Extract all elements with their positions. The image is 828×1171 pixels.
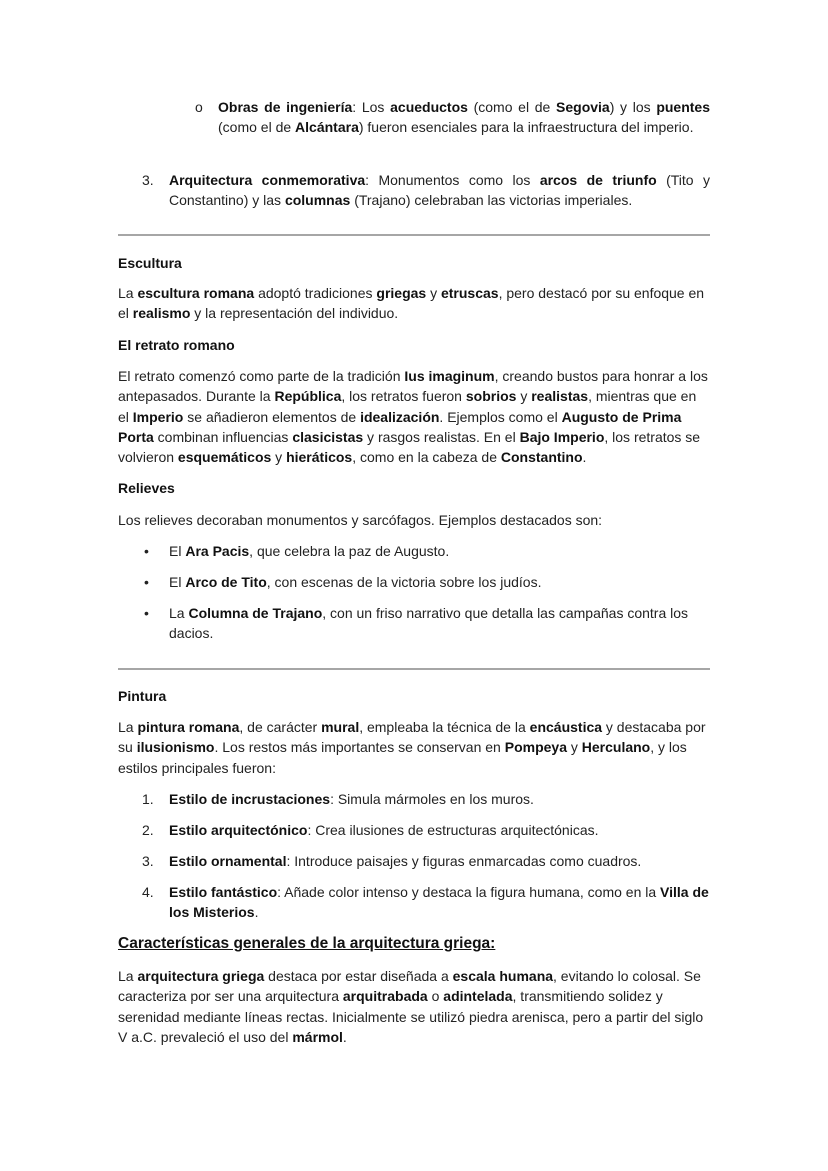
text: (como el de bbox=[218, 119, 296, 136]
bold-text: Segovia bbox=[556, 99, 610, 115]
text: , que celebra la paz de Augusto. bbox=[249, 543, 450, 559]
bold-text: Augusto de Prima Porta bbox=[118, 408, 682, 445]
bold-text: Ara Pacis bbox=[185, 543, 250, 559]
text: : Introduce paisajes y figuras enmarcadas como cuadros. bbox=[286, 853, 642, 869]
list-item bbox=[118, 572, 710, 592]
text: y bbox=[271, 449, 287, 466]
divider bbox=[118, 234, 710, 236]
text: , mientras que en el bbox=[118, 388, 697, 425]
text: y rasgos realistas. En el bbox=[363, 428, 520, 445]
bold-text: realismo bbox=[132, 305, 191, 322]
text: combinan influencias bbox=[153, 428, 293, 445]
bold-text: hieráticos bbox=[286, 449, 353, 466]
text: y la representación del individuo. bbox=[190, 305, 399, 322]
bold-text: etruscas bbox=[440, 285, 499, 301]
paragraph bbox=[118, 366, 710, 467]
bold-text: Villa de los Misterios bbox=[169, 884, 709, 921]
subsection-heading bbox=[118, 934, 710, 954]
text: , como en la cabeza de bbox=[352, 449, 501, 466]
text: , los retratos fueron bbox=[341, 388, 466, 405]
bold-text: escultura romana bbox=[137, 285, 255, 301]
bold-text: arquitectura griega bbox=[137, 968, 265, 984]
list-item bbox=[118, 820, 710, 840]
bold-text: Imperio bbox=[132, 408, 184, 425]
text: (como el de bbox=[467, 99, 557, 115]
list-item bbox=[118, 789, 710, 809]
text: Relieves bbox=[118, 480, 175, 496]
text: El retrato comenzó como parte de la tradición bbox=[118, 368, 405, 384]
bold-text: pintura romana bbox=[137, 719, 240, 735]
text: . Los restos más importantes se conservan en bbox=[214, 739, 505, 756]
text: , con un friso narrativo que detalla las campañas contra los dacios. bbox=[169, 605, 689, 642]
text: o bbox=[427, 988, 444, 1005]
text: , transmitiendo solidez y serenidad mediante líneas rectas. Inicialmente se utilizó piedra arenisca, pero a partir del siglo V a.C. prevaleció el uso del bbox=[118, 988, 704, 1045]
text: adoptó tradiciones bbox=[254, 285, 377, 301]
text: La bbox=[118, 719, 138, 735]
text: , y los estilos principales fueron: bbox=[118, 739, 687, 776]
bold-text: puentes bbox=[656, 99, 710, 115]
text: , los retratos se volvieron bbox=[118, 428, 701, 466]
bold-text: Arquitectura conmemorativa bbox=[169, 172, 366, 188]
text: La bbox=[118, 968, 138, 984]
text: y bbox=[516, 388, 532, 405]
text: : Monumentos como los bbox=[365, 172, 540, 188]
bold-text: Constantino bbox=[500, 449, 583, 466]
text: , empleaba la técnica de la bbox=[359, 719, 530, 735]
text: : Crea ilusiones de estructuras arquitectónicas. bbox=[307, 822, 599, 838]
text: , de carácter bbox=[239, 719, 322, 735]
bold-text: Herculano bbox=[581, 739, 651, 756]
list-item bbox=[118, 882, 710, 923]
bold-text: encáustica bbox=[529, 719, 603, 735]
circle-bullet-icon: o bbox=[195, 99, 203, 115]
bold-text: realistas bbox=[531, 388, 589, 405]
divider bbox=[118, 668, 710, 670]
bold-text: arcos de triunfo bbox=[539, 172, 657, 188]
bullet-icon: • bbox=[144, 543, 149, 559]
bold-text: arquitrabada bbox=[342, 988, 428, 1005]
bold-text: Estilo ornamental bbox=[169, 853, 287, 869]
section-heading bbox=[118, 478, 710, 498]
list-number: 3. bbox=[142, 853, 154, 869]
text: y bbox=[566, 739, 582, 756]
text: Escultura bbox=[118, 255, 182, 271]
text: : Añade color intenso y destaca la figura humana, como en la bbox=[277, 884, 661, 900]
bold-text: República bbox=[274, 388, 342, 405]
text: El bbox=[169, 574, 186, 590]
text: , evitando lo colosal. Se caracteriza por ser una arquitectura bbox=[118, 968, 701, 1005]
bold-text: Columna de Trajano bbox=[188, 605, 323, 621]
bullet-icon: • bbox=[144, 574, 149, 590]
list-number: 1. bbox=[142, 791, 154, 807]
bold-text: Arco de Tito bbox=[185, 574, 267, 590]
list-number: 4. bbox=[142, 884, 154, 900]
sub-list-item bbox=[195, 97, 710, 138]
bold-text: Alcántara bbox=[295, 119, 359, 136]
bold-text: escala humana bbox=[452, 968, 554, 984]
bold-text: acueductos bbox=[390, 99, 468, 115]
paragraph bbox=[118, 717, 710, 778]
paragraph bbox=[118, 283, 710, 324]
text: : Los bbox=[352, 99, 391, 115]
bullet-icon: • bbox=[144, 605, 149, 621]
list-item bbox=[118, 170, 710, 211]
text: (Trajano) celebraban las victorias imperiales. bbox=[350, 192, 633, 209]
bold-text: mural bbox=[321, 719, 360, 735]
text: destaca por estar diseñada a bbox=[264, 968, 453, 984]
bold-text: Estilo fantástico bbox=[169, 884, 278, 900]
bold-text: esquemáticos bbox=[177, 449, 272, 466]
text: El bbox=[169, 543, 186, 559]
bold-text: Bajo Imperio bbox=[519, 428, 605, 445]
text: , con escenas de la victoria sobre los judíos. bbox=[266, 574, 542, 590]
text: ) fueron esenciales para la infraestructura del imperio. bbox=[358, 119, 694, 136]
section-heading bbox=[118, 686, 710, 706]
text: : Simula mármoles en los muros. bbox=[330, 791, 534, 807]
bold-text: adintelada bbox=[443, 988, 513, 1005]
text: La bbox=[169, 605, 189, 621]
text: , creando bustos para honrar a los antepasados. Durante la bbox=[118, 368, 708, 405]
section-heading bbox=[118, 335, 710, 355]
bold-text: Estilo de incrustaciones bbox=[169, 791, 331, 807]
text: . Ejemplos como el bbox=[439, 408, 562, 425]
text: . bbox=[254, 904, 259, 921]
list-item bbox=[118, 851, 710, 871]
bold-text: Obras de ingeniería bbox=[218, 99, 353, 115]
bold-text: Pompeya bbox=[504, 739, 567, 756]
text: (Tito y Constantino) y las bbox=[169, 172, 711, 209]
text: . bbox=[342, 1028, 347, 1045]
bold-text: sobrios bbox=[465, 388, 517, 405]
list-number: 3. bbox=[142, 172, 154, 188]
list-item bbox=[118, 541, 710, 561]
bold-text: ilusionismo bbox=[136, 739, 215, 756]
text: Los relieves decoraban monumentos y sarcófagos. Ejemplos destacados son: bbox=[118, 512, 603, 528]
text: y destacaba por su bbox=[118, 719, 706, 756]
section-heading bbox=[118, 253, 710, 273]
bold-text: mármol bbox=[292, 1028, 343, 1045]
bold-text: idealización bbox=[360, 408, 440, 425]
text: ) y los bbox=[609, 99, 657, 115]
bold-text: columnas bbox=[284, 192, 351, 209]
text: Pintura bbox=[118, 688, 167, 704]
bold-text: clasicistas bbox=[292, 428, 364, 445]
text: Características generales de la arquitectura griega: bbox=[118, 935, 496, 952]
paragraph bbox=[118, 966, 710, 1047]
paragraph bbox=[118, 510, 710, 530]
text: se añadieron elementos de bbox=[183, 408, 361, 425]
list-item bbox=[118, 603, 710, 644]
text: . bbox=[582, 449, 587, 466]
bold-text: griegas bbox=[376, 285, 427, 301]
list-number: 2. bbox=[142, 822, 154, 838]
text: , pero destacó por su enfoque en el bbox=[118, 285, 705, 322]
bold-text: Estilo arquitectónico bbox=[169, 822, 308, 838]
text: y bbox=[426, 285, 441, 301]
text: La bbox=[118, 285, 138, 301]
bold-text: Ius imaginum bbox=[404, 368, 495, 384]
text: El retrato romano bbox=[118, 337, 235, 353]
